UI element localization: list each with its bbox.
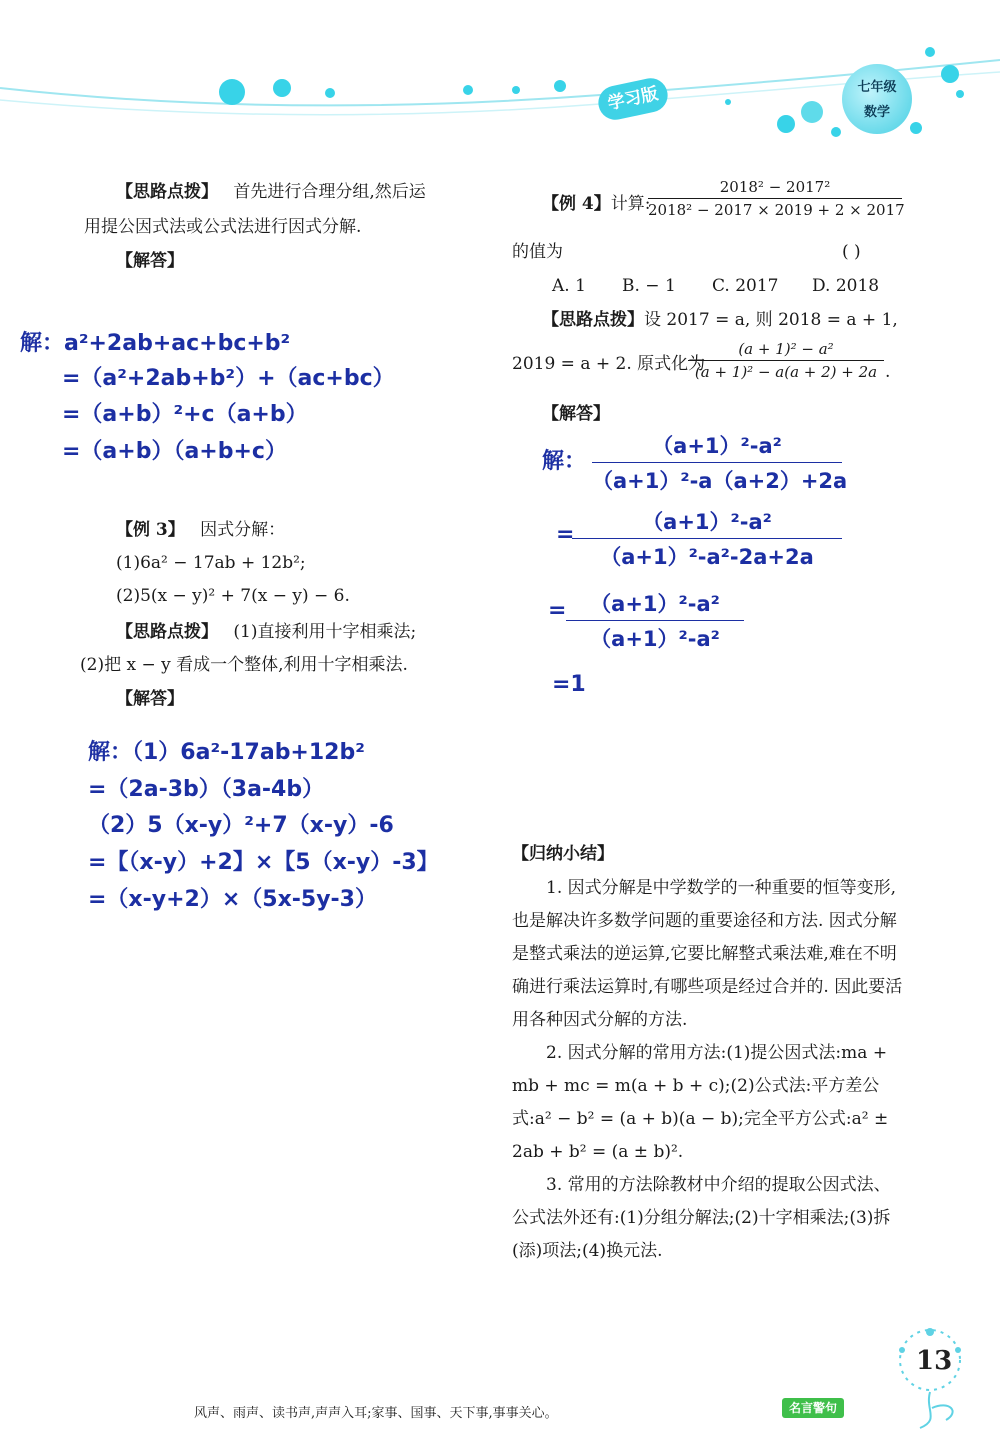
ex4-heading: [542, 192, 650, 216]
sol3-line4: =【（x-y）+2】×【5（x-y）-3】: [88, 850, 439, 875]
ex3-q2: (2)5(x − y)² + 7(x − y) − 6.: [116, 586, 350, 606]
ex4-hint-text1: 设 2017 = a, 则 2018 = a + 1,: [644, 310, 898, 330]
summary-label: 【归纳小结】: [512, 844, 614, 864]
grade-level: 七年级: [857, 80, 897, 95]
hint1-text1: 首先进行合理分组,然后运: [233, 182, 426, 202]
summary-p1: 1. 因式分解是中学数学的一种重要的恒等变形,也是解决许多数学问题的重要途径和方法. 因式分解是整式乘法的逆运算,它要比解整式乘法难,难在不明确进行乘法运算时,有哪些项是经过合并的. 因此要活用各种因式分解的方法.: [512, 878, 903, 1030]
ex4-compute: 计算:: [610, 194, 651, 214]
hint1-text2: 用提公因式法或公式法进行因式分解.: [84, 217, 362, 237]
sol4-f2-num: （a+1）²-a²: [642, 510, 772, 534]
ex3-hint-label: 【思路点拨】: [116, 622, 218, 642]
edition-badge: 学习版: [595, 75, 671, 123]
ex4-answer-paren: ( ): [842, 242, 861, 262]
ex4-option-c: C. 2017: [712, 276, 779, 296]
sol4-f3-num: （a+1）²-a²: [590, 592, 720, 616]
ex4-hint-end: .: [885, 362, 891, 382]
fraction-bar: [592, 462, 842, 463]
sol3-line5: =（x-y+2）×（5x-5y-3）: [88, 887, 377, 912]
sol4-fraction-3: [566, 588, 744, 653]
ex4-answer-label: 【解答】: [542, 404, 610, 424]
ex4-option-b: B. − 1: [622, 276, 676, 296]
summary-p3: 3. 常用的方法除教材中介绍的提取公因式法、公式法外还有:(1)分组分解法;(2)十字相乘法;(3)拆(添)项法;(4)换元法.: [512, 1175, 891, 1261]
ex3-hint1: (1)直接利用十字相乘法;: [233, 622, 417, 642]
ex4-label: 【例 4】: [542, 194, 611, 214]
ex3-answer-label: 【解答】: [116, 689, 184, 709]
sol1-line3: =（a+b）²+c（a+b）: [62, 402, 308, 427]
sol4-fraction-1: [592, 430, 848, 495]
sol4-f2-den: （a+1）²-a²-2a+2a: [600, 545, 814, 569]
ex4-fraction: [648, 178, 905, 219]
sol3-line1: 解：（1）6a²-17ab+12b²: [88, 740, 365, 765]
ex4-option-a: A. 1: [552, 276, 586, 296]
sol4-prefix: 解：: [542, 449, 587, 474]
sol4-eq-1: =: [556, 522, 575, 547]
fraction-bar: [566, 620, 744, 621]
ex4-hint-text2: 2019 = a + 2. 原式化为: [512, 354, 706, 374]
hint1-line1: [116, 180, 426, 204]
grade-badge: [842, 64, 912, 134]
ex4-frac-den: 2018² − 2017 × 2019 + 2 × 2017: [648, 201, 905, 219]
hint1-label: 【思路点拨】: [116, 182, 218, 202]
sol1-line1: 解：a²+2ab+ac+bc+b²: [20, 331, 291, 356]
fraction-bar: [572, 538, 842, 539]
ex3-q1: (1)6a² − 17ab + 12b²;: [116, 553, 306, 573]
footer-motto: 风声、雨声、读书声,声声入耳;家事、国事、天下事,事事关心。: [194, 1406, 558, 1421]
ex3-hint-line1: [116, 620, 416, 644]
ex3-title: 因式分解：: [200, 520, 286, 540]
ex3-heading: [116, 518, 285, 542]
sol4-fraction-2: [572, 506, 842, 571]
footer-tag: 名言警句: [782, 1398, 844, 1418]
sol4-f1-den: （a+1）²-a（a+2）+2a: [592, 469, 848, 493]
fraction-bar: [648, 198, 902, 199]
ex4-hint-frac-den: (a + 1)² − a(a + 2) + 2a: [694, 363, 878, 381]
sol4-f3-den: （a+1）²-a²: [590, 627, 720, 651]
summary-p2: 2. 因式分解的常用方法:(1)提公因式法:ma + mb + mc = m(a + b + c);(2)公式法:平方差公式:a² − b² = (a + b)(a − b);完全平方公式:a² ± 2ab + b² = (a ± b)².: [512, 1043, 889, 1162]
sol1-line2: =（a²+2ab+b²）+（ac+bc）: [62, 366, 395, 391]
ex4-hint-label: 【思路点拨】: [542, 310, 644, 330]
ex4-frac-num: 2018² − 2017²: [719, 178, 831, 196]
ex4-hint-line1: [542, 308, 898, 332]
sol4-eq-2: =: [548, 598, 567, 623]
ex4-option-d: D. 2018: [812, 276, 880, 296]
sol3-line2: =（2a-3b）（3a-4b）: [88, 777, 325, 802]
sol4-final: =1: [552, 672, 586, 697]
sol1-line4: =（a+b）（a+b+c）: [62, 439, 287, 464]
fraction-bar: [688, 360, 884, 361]
summary-body: [512, 872, 904, 1268]
subject: 数学: [863, 105, 890, 120]
ex3-hint2: (2)把 x − y 看成一个整体,利用十字相乘法.: [80, 655, 408, 675]
page-number: 13: [916, 1346, 953, 1376]
answer1-label: 【解答】: [116, 251, 184, 271]
ex3-label: 【例 3】: [116, 520, 185, 540]
ex4-hint-fraction: [688, 340, 884, 381]
sol4-f1-num: （a+1）²-a²: [652, 434, 782, 458]
ex4-hint-frac-num: (a + 1)² − a²: [738, 340, 834, 358]
sol3-line3: （2）5（x-y）²+7（x-y）-6: [88, 813, 394, 838]
ex4-value-text: 的值为: [512, 242, 563, 262]
